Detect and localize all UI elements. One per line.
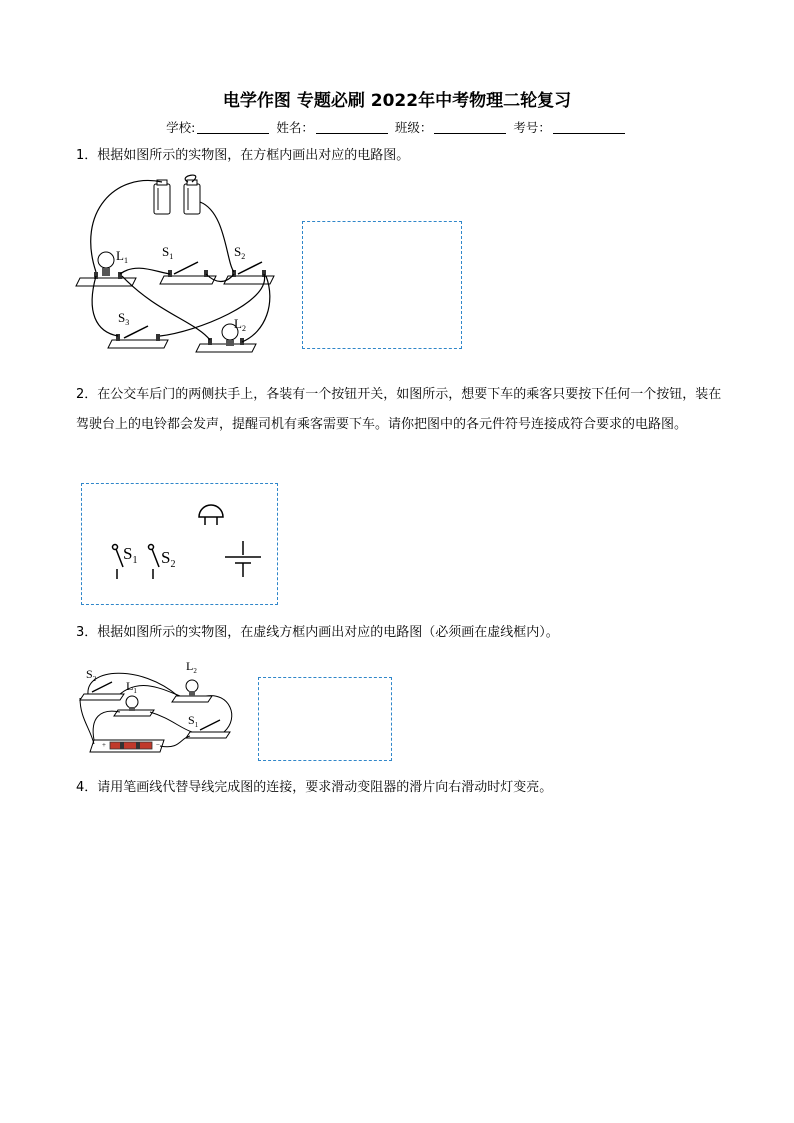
class-label: 班级： [394,120,433,135]
label-s3: $S_3$ [118,310,130,327]
switch-s2-icon [149,545,160,580]
exam-number-label: 考号： [513,120,551,135]
name-label: 姓名： [276,120,314,135]
label-s2: $S_2$ [234,244,246,261]
question-2-text: 2．在公交车后门的两侧扶手上，各装有一个按钮开关，如图所示，想要下车的乘客只要按下任何一个按钮，装在驾驶台上的电铃都会发声，提醒司机有乘客需要下车。请你把图中的各元件符号连接成符合要求的电路图。 [76,387,722,432]
label-plus: + [102,741,106,749]
label-l1: $L_1$ [126,679,137,695]
battery-icon [110,742,152,749]
exam-number-blank[interactable] [553,133,625,134]
question-1-answer-box[interactable] [302,221,462,349]
name-blank[interactable] [316,133,388,134]
question-1-figure [76,172,296,362]
question-1-text: 1．根据如图所示的实物图，在方框内画出对应的电路图。 [76,148,410,163]
page-title: 电学作图 专题必刷 2022年中考物理二轮复习 [222,91,572,111]
label-s1: $S_1$ [162,244,174,261]
label-l2: $L_2$ [186,659,197,675]
student-info-line [0,118,794,136]
question-4-text: 4．请用笔画线代替导线完成图的连接，要求滑动变阻器的滑片向右滑动时灯变亮。 [76,780,553,795]
battery-icon [154,180,200,214]
switch-icons [92,682,220,730]
school-label: 学校: [166,120,196,135]
label-s1: $S_1$ [188,713,199,729]
question-3-figure [80,658,240,758]
question-3-text: 3．根据如图所示的实物图，在虚线方框内画出对应的电路图（必须画在虚线框内）。 [76,625,559,640]
label-s2: $S_2$ [86,667,97,683]
bell-icon [199,505,223,525]
switch-s1-icon [113,545,124,580]
label-l2: $L_2$ [234,316,246,333]
class-blank[interactable] [434,133,506,134]
school-blank[interactable] [197,133,269,134]
battery-symbol-icon [225,541,261,577]
label-l1: $L_1$ [116,248,128,265]
label-s1: $S_1$ [123,544,138,566]
label-s2: $S_2$ [161,548,176,570]
question-3-answer-box[interactable] [258,677,392,761]
bulb-l1-icon [98,252,238,346]
question-2-figure [81,483,276,603]
label-minus: − [156,741,160,749]
